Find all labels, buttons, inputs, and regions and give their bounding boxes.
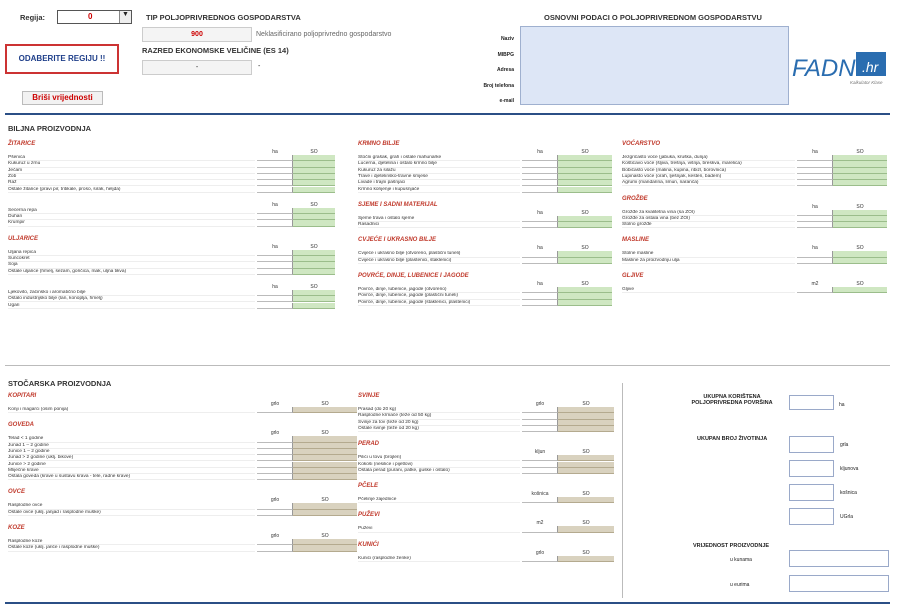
animal-unit: kljunova	[840, 466, 859, 472]
row-label: Krmno korijenje i kupusnjače	[358, 187, 520, 193]
column-header: SO	[581, 209, 589, 216]
so-value	[558, 468, 614, 474]
group-title: CVJEĆE I UKRASNO BILJE	[358, 237, 437, 244]
animal-unit: UGrla	[840, 514, 854, 520]
row-label: Trave i djetelinsko-travne smjese	[358, 174, 520, 180]
razred-title: RAZRED EKONOMSKE VELIČINE (ES 14)	[142, 46, 289, 55]
row-label: Raž	[8, 180, 255, 186]
column-header: SO	[856, 203, 864, 210]
svg-text:.hr: .hr	[862, 59, 879, 75]
field-label: Naziv	[500, 36, 514, 42]
value-input[interactable]	[257, 220, 293, 226]
row-label: Duhan	[8, 214, 255, 220]
column-header: SO	[581, 149, 589, 155]
row-label: Kukuruz u zrnu	[8, 161, 255, 167]
row-label: Masline za proizvodnju ulja	[622, 258, 795, 264]
row-label: Ostale ovce (uklj. janjad i rasplodne muške)	[8, 510, 255, 516]
row-label: Ostalo industrijsko bilje (lan, konoplja, hmelj)	[8, 296, 255, 302]
group-title: SVINJE	[358, 393, 380, 399]
vrijednost-title: VRIJEDNOST PROIZVODNJE	[693, 543, 770, 549]
so-value	[293, 407, 357, 413]
value-input[interactable]	[257, 269, 293, 275]
row-label: Prasad (do 20 kg)	[358, 407, 520, 413]
so-value	[558, 556, 614, 562]
razred-value: -	[142, 60, 252, 75]
value-input[interactable]	[522, 187, 558, 193]
divider	[5, 602, 890, 604]
column-header: SO	[310, 283, 318, 290]
so-value	[558, 526, 614, 532]
group-title: ULJARICE	[8, 235, 39, 242]
value-input[interactable]	[522, 300, 558, 306]
row-label: Pilići u tovu (brojleri)	[358, 455, 520, 461]
tip-description: Neklasificirano poljoprivredno gospodarstvo	[256, 31, 392, 38]
column-header: SO	[321, 497, 329, 504]
group-title: PERAD	[358, 441, 380, 448]
vrijednost-unit-eur: u eurima	[730, 582, 750, 588]
value-input[interactable]	[257, 474, 293, 480]
value-input[interactable]	[257, 407, 293, 413]
row-label: Zob	[8, 174, 255, 180]
column-header: ha	[537, 245, 543, 252]
group-title: KOPITARI	[8, 393, 37, 399]
so-value	[833, 180, 887, 186]
column-header: SO	[310, 149, 318, 155]
group-title: GROŽĐE	[622, 195, 648, 202]
so-value	[558, 222, 612, 228]
column-header: SO	[582, 520, 590, 527]
row-label: Povrće, dinje, lubenice, jagode (plastični tuneli)	[358, 293, 520, 299]
row-label: Stolne masline	[622, 251, 795, 257]
column-header: SO	[582, 491, 590, 498]
row-label: Bobičasto voće (malina, kupina, ribizl, borovnica)	[622, 168, 795, 174]
select-region-warning: ODABERITE REGIJU !!	[5, 44, 119, 74]
so-value	[558, 426, 614, 432]
column-header: m2	[811, 281, 819, 287]
so-value	[833, 222, 887, 228]
group-title: OVCE	[8, 489, 26, 496]
field-label: Adresa	[497, 67, 514, 73]
basic-info-labels	[470, 32, 514, 110]
divider	[5, 365, 890, 366]
value-input[interactable]	[797, 258, 833, 264]
animal-total-input[interactable]	[789, 508, 834, 525]
value-input[interactable]	[257, 187, 293, 193]
column-header: ha	[812, 149, 818, 155]
row-label: Stolno grožđe	[622, 222, 795, 228]
field-label: Broj telefona	[483, 82, 514, 89]
row-label: Svinje za tov (teže od 20 kg)	[358, 420, 520, 426]
so-value	[293, 545, 357, 551]
column-header: grlo	[270, 430, 280, 437]
fadn-logo	[792, 46, 892, 92]
column-header: grlo	[270, 401, 280, 407]
column-header: ha	[537, 149, 543, 155]
animal-unit: grla	[840, 442, 849, 448]
logo-subtitle: Kalkulator Klase	[850, 80, 883, 85]
so-value	[558, 187, 612, 193]
tip-title: TIP POLJOPRIVREDNOG GOSPODARSTVA	[146, 13, 301, 22]
column-header: m2	[536, 520, 544, 527]
osnovni-title: OSNOVNI PODACI O POLJOPRIVREDNOM GOSPODARSTVU	[544, 13, 762, 22]
field-label: e-mail	[499, 98, 514, 104]
vrijednost-kn-input[interactable]	[789, 550, 889, 567]
value-input[interactable]	[522, 426, 558, 432]
value-input[interactable]	[797, 222, 833, 228]
column-header: SO	[856, 245, 864, 252]
so-value	[558, 258, 612, 264]
divider	[622, 383, 623, 598]
row-label: Telad < 1 godine	[8, 436, 255, 442]
row-label: Šećerna repa	[8, 208, 255, 214]
so-value	[293, 269, 335, 275]
column-header: SO	[321, 430, 329, 437]
row-label: Rasadnici	[358, 222, 520, 228]
row-label: Pšenica	[8, 155, 255, 161]
column-header: ha	[272, 201, 278, 208]
row-label: Pčelinje zajednice	[358, 497, 520, 503]
group-title: KOZE	[8, 525, 25, 531]
row-label: Rasplodne koze	[8, 539, 255, 545]
row-label: Cvijeće i ukrasno bilje (otvoreno, plastični tuneli)	[358, 251, 520, 257]
value-input[interactable]	[797, 287, 833, 293]
row-label: Lucerna, djetelina i ostalo krmno bilje	[358, 161, 520, 167]
row-label: Konji i magarci (osim ponija)	[8, 407, 255, 413]
group-title: PČELE	[358, 483, 379, 490]
divider	[5, 113, 890, 115]
group-title: KUNIĆI	[358, 541, 379, 548]
row-label: Kukuruz za silažu	[358, 168, 520, 174]
column-header: SO	[582, 549, 590, 556]
column-header: ha	[272, 149, 278, 155]
ukupna-input[interactable]	[789, 395, 834, 410]
column-header: ha	[537, 281, 543, 287]
column-header: ha	[272, 283, 278, 290]
group-title: SJEME I SADNI MATERIJAL	[358, 201, 438, 208]
column-header: SO	[321, 401, 329, 407]
zivotinja-title: UKUPAN BROJ ŽIVOTINJA	[697, 436, 768, 442]
column-header: grlo	[535, 401, 545, 407]
ukupna-unit: ha	[839, 402, 845, 408]
column-header: SO	[582, 449, 590, 456]
so-value	[833, 258, 887, 264]
column-header: grlo	[535, 549, 545, 556]
row-label: Ljekovito, začinsko i aromatično bilje	[8, 290, 255, 296]
column-header: SO	[581, 245, 589, 252]
row-label: Povrće, dinje, lubenice, jagode (otvoreno)	[358, 287, 520, 293]
group-title: GLJIVE	[622, 273, 644, 279]
clear-values-button[interactable]: Briši vrijednosti	[22, 91, 103, 105]
biljna-title: BILJNA PROIZVODNJA	[8, 124, 92, 133]
value-input[interactable]	[522, 258, 558, 264]
animal-total-input[interactable]	[789, 436, 834, 453]
basic-info-input[interactable]	[520, 26, 789, 105]
column-header: SO	[310, 243, 318, 250]
so-value	[558, 497, 614, 503]
row-label: Ječam	[8, 168, 255, 174]
value-input[interactable]	[257, 545, 293, 551]
vrijednost-unit-kn: u kunama	[730, 557, 752, 563]
group-title: PUŽEVI	[358, 512, 380, 519]
row-label: Grožđe za kvalitetna vina (sa ZOI)	[622, 210, 795, 216]
row-label: Kokoši (nesilice i pijetlovi)	[358, 462, 520, 468]
row-label: Suncokret	[8, 256, 255, 262]
row-label: Gljive	[622, 287, 795, 293]
so-value	[558, 300, 612, 306]
so-value	[293, 303, 335, 309]
column-header: ha	[812, 245, 818, 252]
column-header: SO	[581, 281, 589, 287]
row-label: Junice > 2 godine	[8, 462, 255, 468]
value-input[interactable]	[522, 222, 558, 228]
row-label: Mliječne krave	[8, 468, 255, 474]
row-label: Junad 1 – 2 godine	[8, 443, 255, 449]
column-header: kljun	[534, 449, 546, 456]
row-label: Jezgričasto voće (jabuka, kruška, dunja)	[622, 155, 795, 161]
column-header: ha	[812, 203, 818, 210]
row-label: Cvijeće i ukrasno bilje (plastenici, staklenici)	[358, 258, 520, 264]
field-label: MIBPG	[497, 51, 514, 58]
so-value	[293, 510, 357, 516]
value-input[interactable]	[522, 556, 558, 562]
ukupna-title: UKUPNA KORIŠTENA POLJOPRIVREDNA POVRŠINA	[691, 394, 773, 406]
row-label: Ostale uljarice (hmelj, sezam, goričica, mak, uljna tikva)	[8, 269, 255, 275]
column-header: SO	[310, 201, 318, 208]
value-input[interactable]	[522, 468, 558, 474]
stocarska-title: STOČARSKA PROIZVODNJA	[8, 379, 112, 388]
row-label: Uljana repica	[8, 250, 255, 256]
animal-total-input[interactable]	[789, 484, 834, 501]
value-input[interactable]	[522, 526, 558, 532]
svg-text:FADN: FADN	[792, 55, 856, 82]
so-value	[833, 287, 887, 293]
so-value	[293, 474, 357, 480]
column-header: košnica	[531, 491, 549, 498]
value-input[interactable]	[257, 510, 293, 516]
row-label: Livade i trajni pašnjaci	[358, 180, 520, 186]
row-label: Junice 1 – 2 godine	[8, 449, 255, 455]
row-label: Puževi	[358, 526, 520, 532]
row-label: Ostale svinje (teže od 20 kg)	[358, 426, 520, 432]
chevron-down-icon[interactable]: ▼	[119, 11, 131, 23]
row-label: Lupinasto voće (orah, lješnjak, kesten, badem)	[622, 174, 795, 180]
column-header: SO	[856, 149, 864, 155]
row-label: Rasplodne krmače (teže od 50 kg)	[358, 413, 520, 419]
razred-dash: -	[258, 63, 261, 70]
regija-label: Regija:	[20, 13, 46, 22]
column-header: grlo	[270, 533, 280, 539]
group-title: ŽITARICE	[8, 141, 36, 147]
group-title: MASLINE	[622, 237, 649, 244]
row-label: Kunići (rasplodne ženke)	[358, 556, 520, 562]
vrijednost-eur-input[interactable]	[789, 575, 889, 592]
group-title: GOVEDA	[8, 422, 35, 429]
regija-value: 0	[88, 12, 93, 21]
row-label: Sjeme trava i ostalo sjeme	[358, 216, 520, 222]
animal-unit: košnica	[840, 490, 857, 496]
column-header: SO	[856, 281, 864, 287]
row-label: Junad > 2 godine (uklj. bikove)	[8, 455, 255, 461]
row-label: Ugari	[8, 303, 255, 309]
tip-value: 900	[142, 27, 252, 42]
row-label: Rasplodne ovce	[8, 503, 255, 509]
group-title: VOĆARSTVO	[622, 141, 661, 147]
row-label: Ostala perad (purani, patke, guske i ostalo)	[358, 468, 520, 474]
column-header: SO	[582, 401, 590, 407]
value-input[interactable]	[522, 497, 558, 503]
so-value	[293, 220, 335, 226]
value-input[interactable]	[797, 180, 833, 186]
column-header: grlo	[270, 497, 280, 504]
regija-select[interactable]	[57, 10, 132, 24]
row-label: Krumpir	[8, 220, 255, 226]
column-header: ha	[272, 243, 278, 250]
column-header: SO	[321, 533, 329, 539]
row-label: Stočni grašak, grah i ostale mahunarke	[358, 155, 520, 161]
row-label: Koštićavo voće (šljiva, trešnja, višnja, breskva, marelica)	[622, 161, 795, 167]
group-title: POVRĆE, DINJE, LUBENICE I JAGODE	[358, 273, 469, 279]
column-header: ha	[537, 209, 543, 216]
row-label: Grožđe za ostala vina (bez ZOI)	[622, 216, 795, 222]
row-label: Povrće, dinje, lubenice, jagode (staklenici, plastenici)	[358, 300, 520, 306]
row-label: Ostale koze (uklj. jariće i rasplodne muške)	[8, 545, 255, 551]
row-label: Ostale žitarice (pravi pir, tritikale, proso, sirak, heljda)	[8, 187, 255, 193]
so-value	[293, 187, 335, 193]
row-label: Soja	[8, 262, 255, 268]
animal-total-input[interactable]	[789, 460, 834, 477]
row-label: Ostala goveda (krave u sustavu krava - tele, radne krave)	[8, 474, 255, 480]
value-input[interactable]	[257, 303, 293, 309]
group-title: KRMNO BILJE	[358, 141, 400, 147]
row-label: Agrumi (mandarina, limun, naranča)	[622, 180, 795, 186]
